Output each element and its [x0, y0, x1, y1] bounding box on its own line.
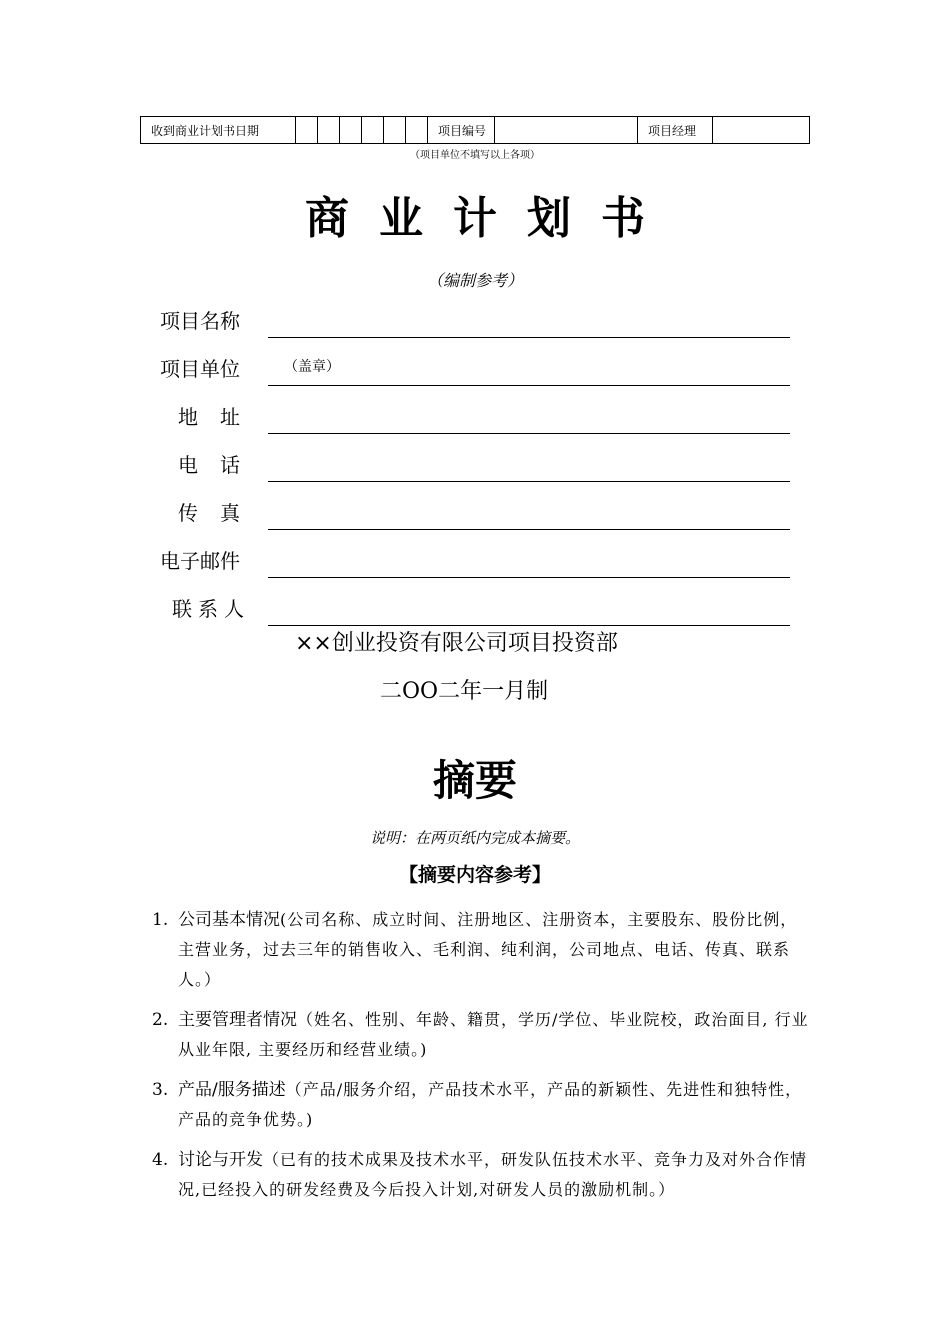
item-description: （产品/服务介绍，产品技术水平，产品的新颖性、先进性和独特性，产品的竞争优势。) — [178, 1080, 803, 1129]
item-heading: 公司基本情况 — [178, 910, 280, 930]
item-description: （姓名、性别、年龄、籍贯，学历/学位、毕业院校，政治面目, 行业从业年限, 主要经历和经营业绩。) — [178, 1010, 809, 1059]
address-input[interactable] — [268, 433, 790, 434]
date-box[interactable] — [296, 117, 318, 143]
field-project-name — [160, 298, 790, 338]
page-subtitle: （编制参考） — [426, 271, 523, 290]
field-contact — [160, 586, 790, 626]
project-unit-input[interactable] — [268, 385, 790, 386]
item-number: 2. — [152, 1010, 169, 1030]
item-description: （已有的技术成果及技术水平，研发队伍技术水平、竞争力及对外合作情况,已经投入的研发经费及今后投入计划,对研发人员的激励机制。） — [178, 1150, 808, 1199]
date-box[interactable] — [318, 117, 340, 143]
field-label: 电话 — [178, 453, 262, 477]
page-title: 商业计划书 — [305, 193, 675, 244]
abstract-explain: 说明：在两页纸内完成本摘要。 — [369, 829, 580, 847]
project-name-input[interactable] — [268, 337, 790, 338]
list-item — [148, 1075, 810, 1135]
field-label: 地址 — [178, 405, 262, 429]
field-phone — [160, 442, 790, 482]
date-box[interactable] — [406, 117, 428, 143]
item-number: 4. — [152, 1150, 169, 1170]
project-no-field[interactable] — [495, 117, 638, 143]
field-project-unit — [160, 346, 790, 386]
abstract-ref-title: 【摘要内容参考】 — [398, 864, 551, 886]
item-number: 3. — [152, 1080, 169, 1100]
receipt-table — [140, 116, 810, 144]
receipt-note: （项目单位不填写以上各项） — [410, 150, 540, 161]
manager-field[interactable] — [713, 117, 809, 143]
date-box[interactable] — [384, 117, 406, 143]
item-heading: 主要管理者情况 — [178, 1010, 297, 1030]
field-label: 联系人 — [172, 597, 250, 621]
field-label: 电子邮件 — [160, 549, 240, 573]
date-box[interactable] — [362, 117, 384, 143]
field-label: 项目单位 — [160, 357, 240, 381]
item-description: (公司名称、成立时间、注册地区、注册资本，主要股东、股份比例，主营业务，过去三年的销售收入、毛利润、纯利润，公司地点、电话、传真、联系人。） — [178, 910, 798, 989]
field-label: 项目名称 — [160, 309, 240, 333]
field-email — [160, 538, 790, 578]
list-item — [148, 905, 810, 995]
fax-input[interactable] — [268, 529, 790, 530]
date-box[interactable] — [340, 117, 362, 143]
receipt-project-no-label: 项目编号 — [428, 117, 495, 143]
field-fax — [160, 490, 790, 530]
email-input[interactable] — [268, 577, 790, 578]
field-address — [160, 394, 790, 434]
item-heading: 讨论与开发 — [178, 1150, 263, 1170]
list-item — [148, 1145, 810, 1205]
list-item — [148, 1005, 810, 1065]
abstract-title: 摘要 — [432, 756, 517, 805]
abstract-list — [148, 905, 810, 1215]
receipt-manager-label: 项目经理 — [638, 117, 713, 143]
item-heading: 产品/服务描述 — [178, 1080, 286, 1100]
issue-date: 二OO二年一月制 — [380, 679, 549, 704]
issuer: ××创业投资有限公司项目投资部 — [295, 631, 618, 656]
field-label: 传真 — [178, 501, 262, 525]
phone-input[interactable] — [268, 481, 790, 482]
item-number: 1. — [152, 910, 169, 930]
receipt-date-label: 收到商业计划书日期 — [141, 117, 296, 143]
stamp-hint: （盖章） — [284, 359, 340, 375]
